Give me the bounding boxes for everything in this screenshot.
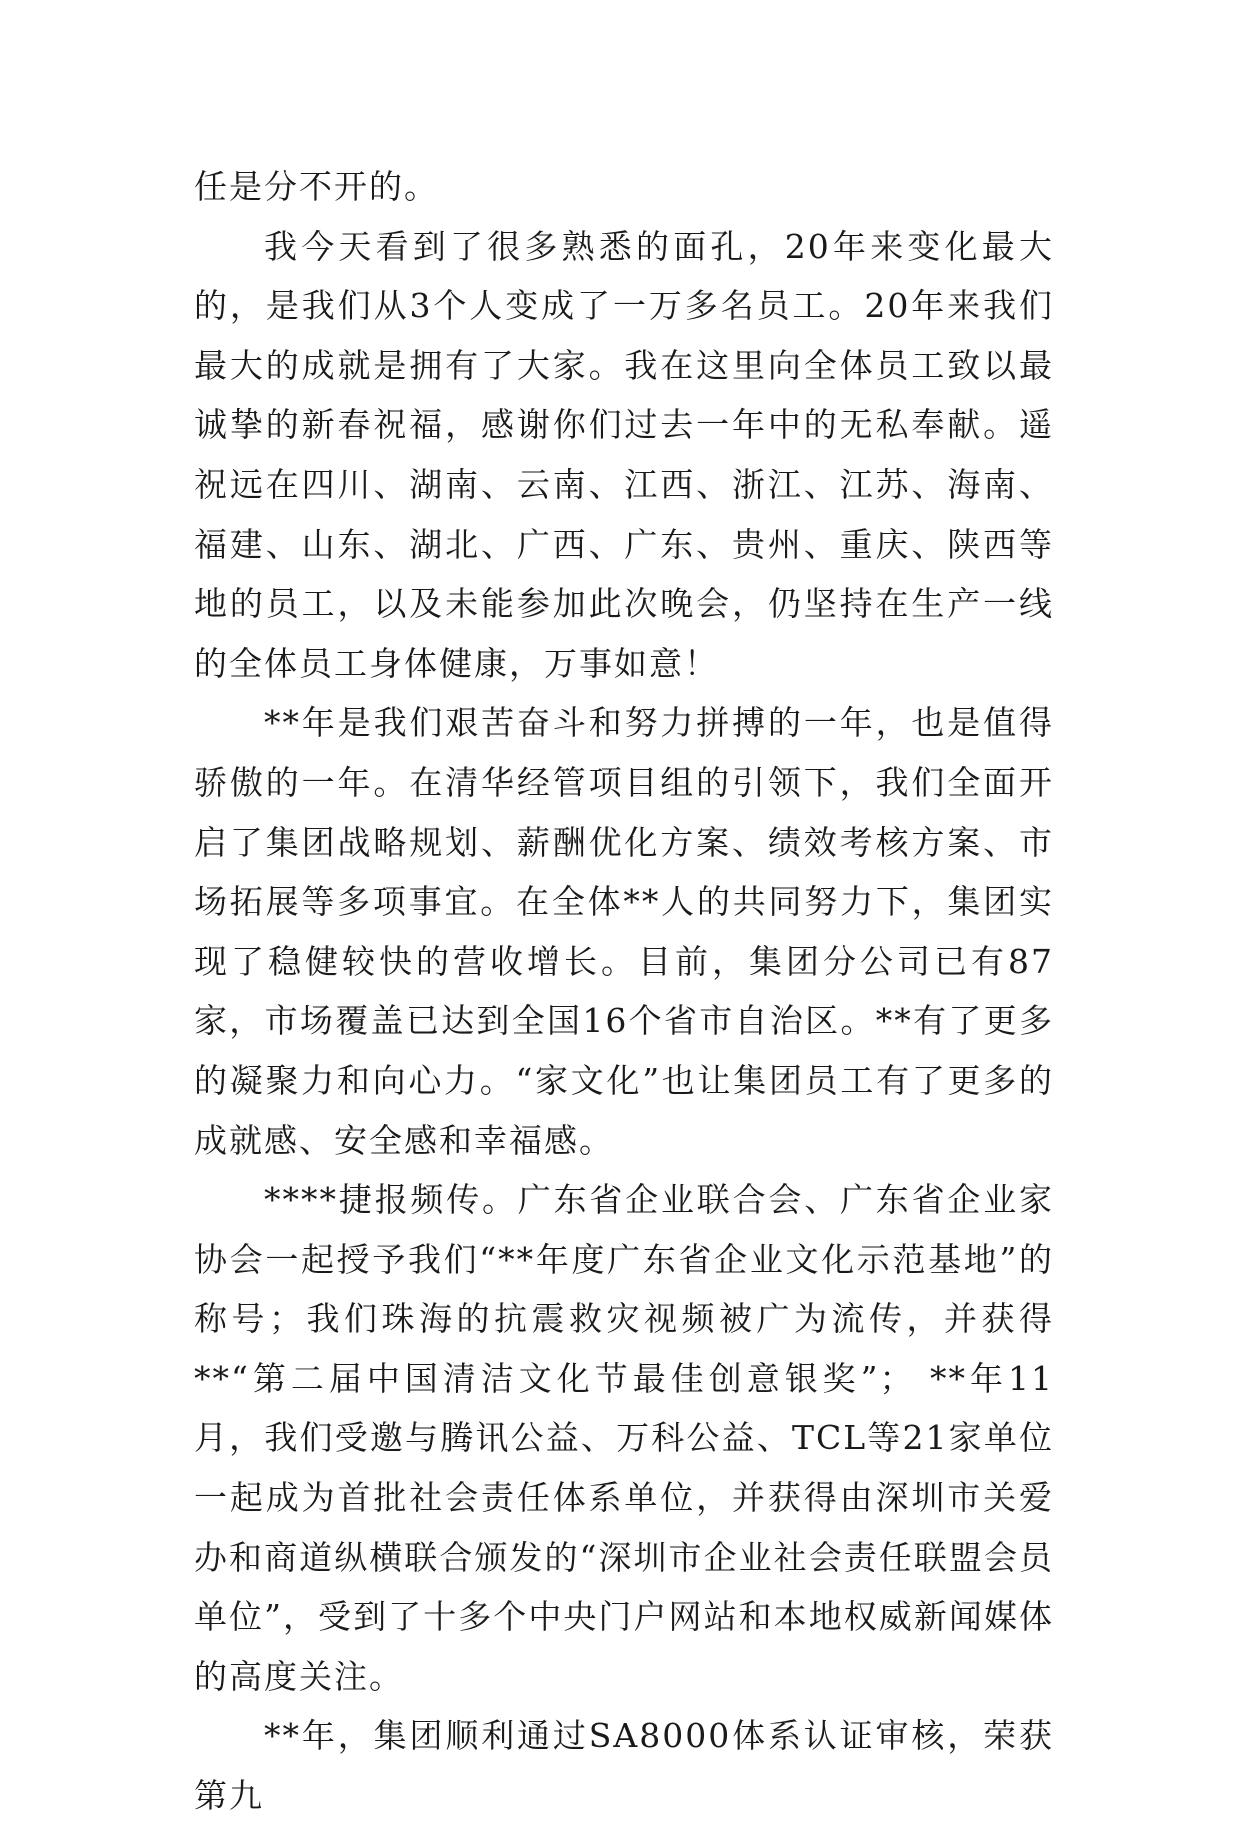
paragraph-2: 我今天看到了很多熟悉的面孔，20年来变化最大的，是我们从3个人变成了一万多名员工。20年来我们最大的成就是拥有了大家。我在这里向全体员工致以最诚挚的新春祝福，感谢你们过去一年中的无私奉献。遥祝远在四川、湖南、云南、江西、浙江、江苏、海南、福建、山东、湖北、广西、广东、贵州、重庆、陕西等地的员工，以及未能参加此次晚会，仍坚持在生产一线的全体员工身体健康，万事如意！ [194, 226, 1054, 683]
paragraph-3: **年是我们艰苦奋斗和努力拼搏的一年，也是值得骄傲的一年。在清华经管项目组的引领下，我们全面开启了集团战略规划、薪酬优化方案、绩效考核方案、市场拓展等多项事宜。在全体**人的共同努力下，集团实现了稳健较快的营收增长。目前，集团分公司已有87家，市场覆盖已达到全国16个省市自治区。**有了更多的凝聚力和向心力。“家文化”也让集团员工有了更多的成就感、安全感和幸福感。 [194, 703, 1054, 1160]
document-body [194, 157, 1054, 1826]
paragraph-5: **年，集团顺利通过SA8000体系认证审核，荣获第九 [194, 1716, 1054, 1816]
paragraph-4: ****捷报频传。广东省企业联合会、广东省企业家协会一起授予我们“**年度广东省企业文化示范基地”的称号；我们珠海的抗震救灾视频被广为流传，并获得**“第二届中国清洁文化节最佳创意银奖”； **年11月，我们受邀与腾讯公益、万科公益、TCL等21家单位一起成为首批社会责任体系单位，并获得由深圳市关爱办和商道纵横联合颁发的“深圳市企业社会责任联盟会员单位”，受到了十多个中央门户网站和本地权威新闻媒体的高度关注。 [194, 1180, 1054, 1696]
paragraph-1: 任是分不开的。 [194, 167, 439, 206]
